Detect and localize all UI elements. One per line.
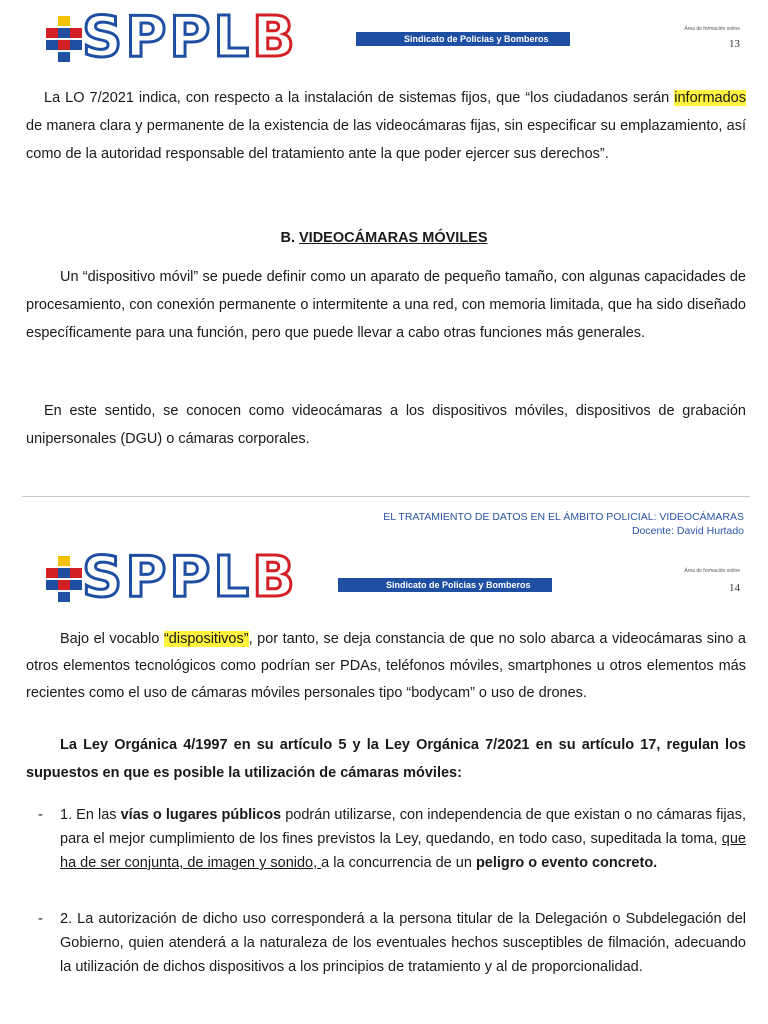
section-title	[0, 228, 768, 248]
logo-letter-b: B	[252, 5, 298, 70]
paragraph-text: La LO 7/2021 indica, con respecto a la instalación de sistemas fijos, que “los ciudadanos serán	[44, 90, 675, 106]
list-text: podrán utilizarse, con independencia de que existan o no cámaras fijas, para el mejor cumplimiento de los fines previstos la Ley, quedando, en todo caso, supeditada la toma,	[60, 807, 746, 847]
paragraph-ley-organica: La Ley Orgánica 4/1997 en su artículo 5 y la Ley Orgánica 7/2021 en su artículo 17, regulan los supuestos en que es posible la utilización de cámaras móviles:	[26, 737, 746, 781]
logo-emblem-icon	[44, 556, 84, 604]
list-item-1	[60, 803, 746, 875]
list-text: 1. En las	[60, 807, 121, 823]
logo-tagline: Sindicato de Policias y Bomberos	[338, 578, 552, 592]
section-prefix: B.	[280, 230, 299, 246]
logo-wordmark	[82, 545, 298, 610]
logo-text: SPPL	[82, 5, 253, 70]
logo-tagline: Sindicato de Policias y Bomberos	[356, 32, 570, 46]
page-number-14: 14	[729, 582, 740, 594]
logo-text: SPPL	[82, 545, 253, 610]
area-label: Área de formación online	[684, 26, 740, 32]
list-bold: peligro o evento concreto.	[475, 855, 658, 871]
highlighted-word: “dispositivos”	[163, 631, 249, 647]
logo-emblem-icon	[44, 16, 84, 64]
paragraph-text: , por tanto, se deja constancia de que no solo abarca a videocámaras sino a otros elementos tecnológicos como podrían ser PDAs, teléfonos móviles, smartphones u otros elementos más recientes como el uso de cámaras móviles personales tipo “bodycam” o uso de drones.	[26, 631, 747, 701]
area-label: Área de formación online	[684, 568, 740, 574]
list-item-2: 2. La autorización de dicho uso corresponderá a la persona titular de la Delegación o Subdelegación del Gobierno, quien atenderá a la naturaleza de los eventuales hechos susceptibles de filmación, adecuando la utilización de dichos dispositivos a los principios de tratamiento y al de proporcionalidad.	[60, 911, 746, 975]
footer-teacher: Docente: David Hurtado	[631, 525, 744, 537]
section-title-text: VIDEOCÁMARAS MÓVILES	[299, 230, 488, 246]
paragraph-lo-7-2021	[26, 84, 746, 168]
logo-header-13	[44, 5, 549, 70]
paragraph-text: Bajo el vocablo	[60, 631, 164, 647]
page-number-13: 13	[729, 38, 740, 50]
bullet-dash-1: -	[38, 807, 43, 823]
list-text: a la concurrencia de un	[321, 855, 476, 871]
list-bold: vías o lugares públicos	[120, 807, 282, 823]
footer-course-title: EL TRATAMIENTO DE DATOS EN EL ÁMBITO POLICIAL: VIDEOCÁMARAS	[383, 511, 744, 523]
paragraph-dispositivos	[26, 626, 746, 707]
logo-letter-b: B	[252, 545, 298, 610]
page-divider	[22, 496, 750, 497]
paragraph-videocamaras: En este sentido, se conocen como videocámaras a los dispositivos móviles, dispositivos de grabación unipersonales (DGU) o cámaras corporales.	[26, 403, 746, 447]
bullet-dash-2: -	[38, 911, 43, 927]
list-underline: que ha de ser conjunta, de imagen y sonido,	[60, 831, 746, 871]
paragraph-dispositivo-movil: Un “dispositivo móvil” se puede definir como un aparato de pequeño tamaño, con algunas capacidades de procesamiento, con conexión permanente o intermitente a una red, con memoria limitada, que ha sido diseñado específicamente para una función, pero que puede llevar a cabo otras funciones más generales.	[26, 269, 746, 341]
paragraph-text: de manera clara y permanente de la existencia de las videocámaras fijas, sin especificar su emplazamiento, así como de la autoridad responsable del tratamiento ante la que poder ejercer sus derechos”.	[26, 118, 746, 162]
logo-header-14	[44, 545, 544, 610]
highlighted-word: informados	[674, 90, 746, 106]
logo-wordmark	[82, 5, 298, 70]
